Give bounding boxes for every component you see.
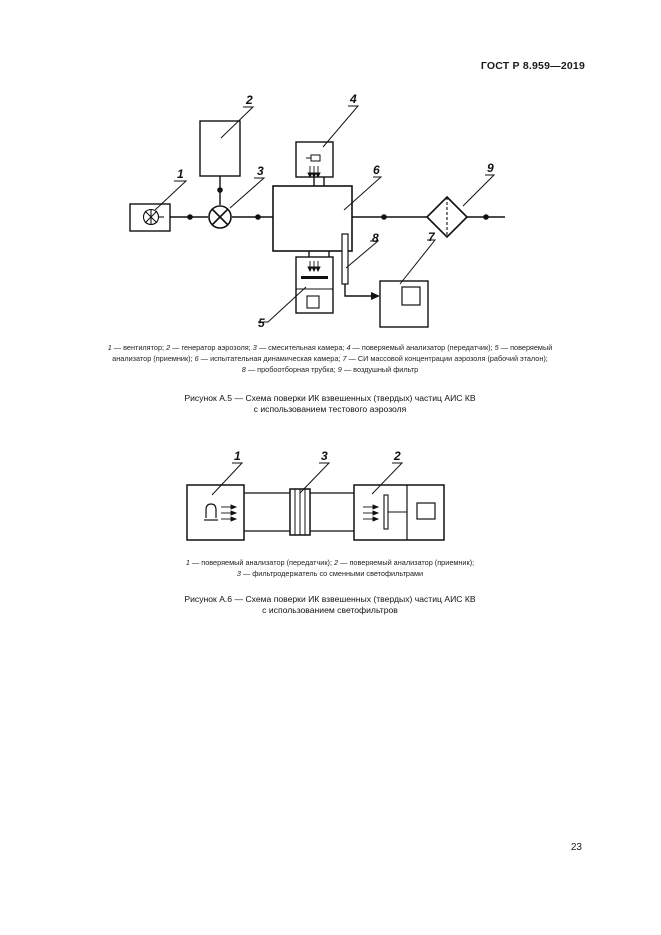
- legend-item-text: — фильтродержатель со сменными светофильтрами: [240, 569, 424, 578]
- beam-arrows-icon: [221, 505, 236, 521]
- legend-item-number: 9: [337, 365, 342, 374]
- document-header: ГОСТ Р 8.959—2019: [480, 60, 585, 72]
- legend-item-number: 8: [241, 365, 246, 374]
- legend-item-number: 3: [252, 343, 257, 352]
- legend-item-text: — смесительная камера;: [256, 343, 347, 352]
- legend-line: [40, 364, 620, 375]
- label-chamber-6: 6: [373, 163, 380, 177]
- label-mixer-3: 3: [257, 164, 264, 178]
- beam-arrows-icon: [308, 261, 320, 271]
- beam-arrows-icon: [363, 505, 378, 521]
- legend-item-number: 3: [236, 569, 241, 578]
- aerosol-generator-2: [200, 121, 240, 176]
- legend-line: [40, 353, 620, 364]
- legend-line: [40, 557, 620, 568]
- filter-holder-3: [290, 489, 310, 535]
- analyzer-transmitter-1: [187, 485, 244, 540]
- reference-instrument-7: [380, 281, 428, 327]
- legend-item-text: — пробоотборная трубка;: [245, 365, 338, 374]
- figure-a6-legend: [40, 557, 620, 579]
- legend-line: [40, 568, 620, 579]
- test-chamber-6: [273, 186, 352, 251]
- legend-item-number: 2: [166, 343, 171, 352]
- mixing-chamber-3: [209, 206, 231, 228]
- caption-line: Рисунок А.5 — Схема поверки ИК взвешенных (твердых) частиц АИС КВ: [184, 393, 476, 403]
- label-receiver-2: 2: [394, 449, 401, 463]
- legend-item-text: — поверяемый анализатор (приемник);: [338, 558, 475, 567]
- legend-item-number: 7: [342, 354, 347, 363]
- page-number: 23: [570, 842, 582, 853]
- legend-item-number: 2: [334, 558, 339, 567]
- figure-a5-legend: [40, 342, 620, 375]
- fan-1: [130, 204, 170, 231]
- legend-item-text: — поверяемый: [498, 343, 553, 352]
- legend-item-text: — поверяемый анализатор (передатчик);: [189, 558, 335, 567]
- beam-arrows-icon: [308, 166, 320, 177]
- detector-plate-icon: [301, 276, 328, 279]
- caption-line: с использованием светофильтров: [262, 605, 398, 615]
- analyzer-receiver-2: [354, 485, 444, 540]
- figure-a6-caption: [40, 594, 620, 616]
- legend-item-number: 6: [194, 354, 199, 363]
- caption-line: Рисунок А.6 — Схема поверки ИК взвешенных (твердых) частиц АИС КВ: [184, 594, 476, 604]
- legend-item-text: — испытательная динамическая камера;: [198, 354, 343, 363]
- label-reference-7: 7: [428, 230, 435, 244]
- legend-item-number: 1: [185, 558, 190, 567]
- legend-item-number: 4: [346, 343, 351, 352]
- legend-item-text: анализатор (приемник);: [112, 354, 195, 363]
- label-fan-1: 1: [177, 167, 184, 181]
- legend-item-number: 5: [494, 343, 499, 352]
- legend-item-text: — генератор аэрозоля;: [170, 343, 253, 352]
- caption-line: с использованием тестового аэрозоля: [253, 404, 407, 414]
- analyzer-transmitter-4: [296, 142, 333, 177]
- legend-item-text: — вентилятор;: [111, 343, 167, 352]
- label-filter-holder-3: 3: [321, 449, 328, 463]
- figure-a6-diagram: [0, 440, 661, 540]
- legend-item-text: — СИ массовой концентрации аэрозоля (рабочий эталон);: [346, 354, 548, 363]
- legend-item-number: 1: [107, 343, 112, 352]
- label-transmitter-4: 4: [350, 92, 357, 106]
- figure-a5-caption: [40, 393, 620, 415]
- label-tube-8: 8: [372, 231, 379, 245]
- label-receiver-5: 5: [258, 316, 265, 330]
- label-transmitter-1: 1: [234, 449, 241, 463]
- legend-item-text: — воздушный фильтр: [341, 365, 419, 374]
- legend-line: [40, 342, 620, 353]
- analyzer-receiver-5: [296, 257, 333, 313]
- label-generator-2: 2: [246, 93, 253, 107]
- detector-plate-icon: [384, 495, 388, 529]
- sampling-tube-8: [342, 234, 348, 284]
- label-filter-9: 9: [487, 161, 494, 175]
- legend-item-text: — поверяемый анализатор (передатчик);: [350, 343, 495, 352]
- figure-a5-diagram: [0, 0, 661, 345]
